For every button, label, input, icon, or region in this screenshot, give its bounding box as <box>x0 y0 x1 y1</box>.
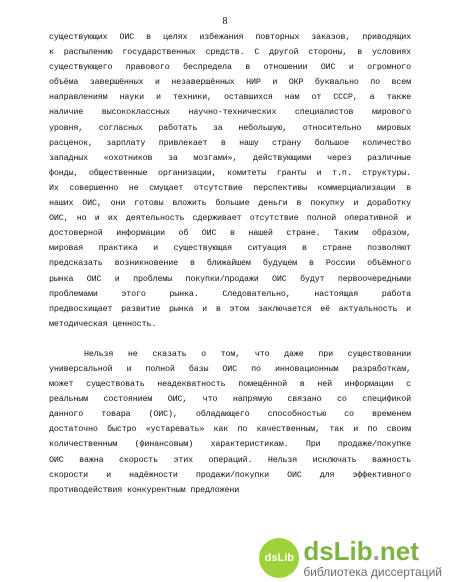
dslib-logo-icon: dsLib <box>259 538 299 578</box>
watermark-site: dsLib.net <box>303 536 419 566</box>
paragraph-2 <box>49 347 411 498</box>
text-line: расценок, зарплату привлекает в нашу страну большое количество <box>49 137 411 148</box>
text-line: проблемами этого рынка. Следовательно, настоящая работа <box>49 288 411 299</box>
text-line: методическая ценность. <box>49 318 157 329</box>
text-line: существующих ОИС в целях избежания повторных заказов, приводящих <box>49 32 411 42</box>
text-line: уровня, согласных работать за небольшую, относительно мировых <box>49 122 411 133</box>
text-line: фонды, общественные организации, комитеты гранты и т.п. структуры. <box>49 167 411 178</box>
body-text <box>49 30 411 498</box>
text-line: количественным (финансовым) характеристикам. При продаже/покупке <box>49 439 411 450</box>
watermark-caption: библиотека диссертаций <box>303 565 442 579</box>
text-line: к распылению государственных средств. С другой стороны, в условиях <box>49 47 411 58</box>
text-line: скорости и надёжности продажи/покупки ОИС для эффективного <box>49 469 411 480</box>
text-line: противодействия конкурентным предложени <box>49 484 240 495</box>
watermark-site-name: dsLib <box>303 536 373 566</box>
text-line: Нельзя не сказать о том, что даже при существовании <box>84 348 411 359</box>
text-line: Их совершенно не смущает отсутствие перспективы коммерциализации в <box>49 182 411 193</box>
text-line: западных «охотников за мозгами», действующими через различные <box>49 152 411 163</box>
text-line: универсальной и полной базы ОИС по инновационным разработкам, <box>49 363 411 374</box>
text-line: достаточно быстро «устаревать» как по качественным, так и по своим <box>49 424 411 435</box>
text-line: наших ОИС, они готовы вложить большие деньги в покупку и доработку <box>49 198 411 209</box>
text-line: достоверной информации об ОИС в нашей стране. Таким образом, <box>49 228 411 239</box>
text-line: предсказать возникновение в ближайшем будущем в России объёмного <box>49 258 411 269</box>
text-line: наличие высококлассных научно-технических специалистов мирового <box>49 107 411 118</box>
text-line: данного товара (ОИС), обладающего способностью со временем <box>49 409 411 420</box>
watermark-text <box>303 538 442 578</box>
text-line: рынка ОИС и проблемы покупки/продажи ОИС будут первоочередными <box>49 273 411 284</box>
text-line: объёма завершённых и незавершённых НИР и ОКР буквально по всем <box>49 77 411 88</box>
text-line: ОИС важна скорость этих операций. Нельзя исключать важность <box>49 454 411 465</box>
watermark <box>259 538 442 578</box>
paragraph-1 <box>49 30 411 332</box>
text-line: может существовать неадекватность помещённой в ней информации с <box>49 379 411 390</box>
watermark-site-tld: net <box>379 536 419 566</box>
text-line: существующего правового беспредела в отношении ОИС и огромного <box>49 62 411 73</box>
text-line: предвосхищает развитие рынка и в этом заключается её актуальность и <box>49 303 411 314</box>
page-number: 8 <box>222 16 228 27</box>
text-line: ОИС, но и их деятельность сдерживает отсутствие полной оперативной и <box>49 213 411 224</box>
text-line: мировая практика и существующая ситуация в стране позволяют <box>49 243 411 254</box>
text-line: направлениям науки и техники, оставшихся нам от СССР, а также <box>49 92 411 103</box>
text-line: реальным состоянием ОИС, что напрямую связано со спецификой <box>49 394 411 405</box>
